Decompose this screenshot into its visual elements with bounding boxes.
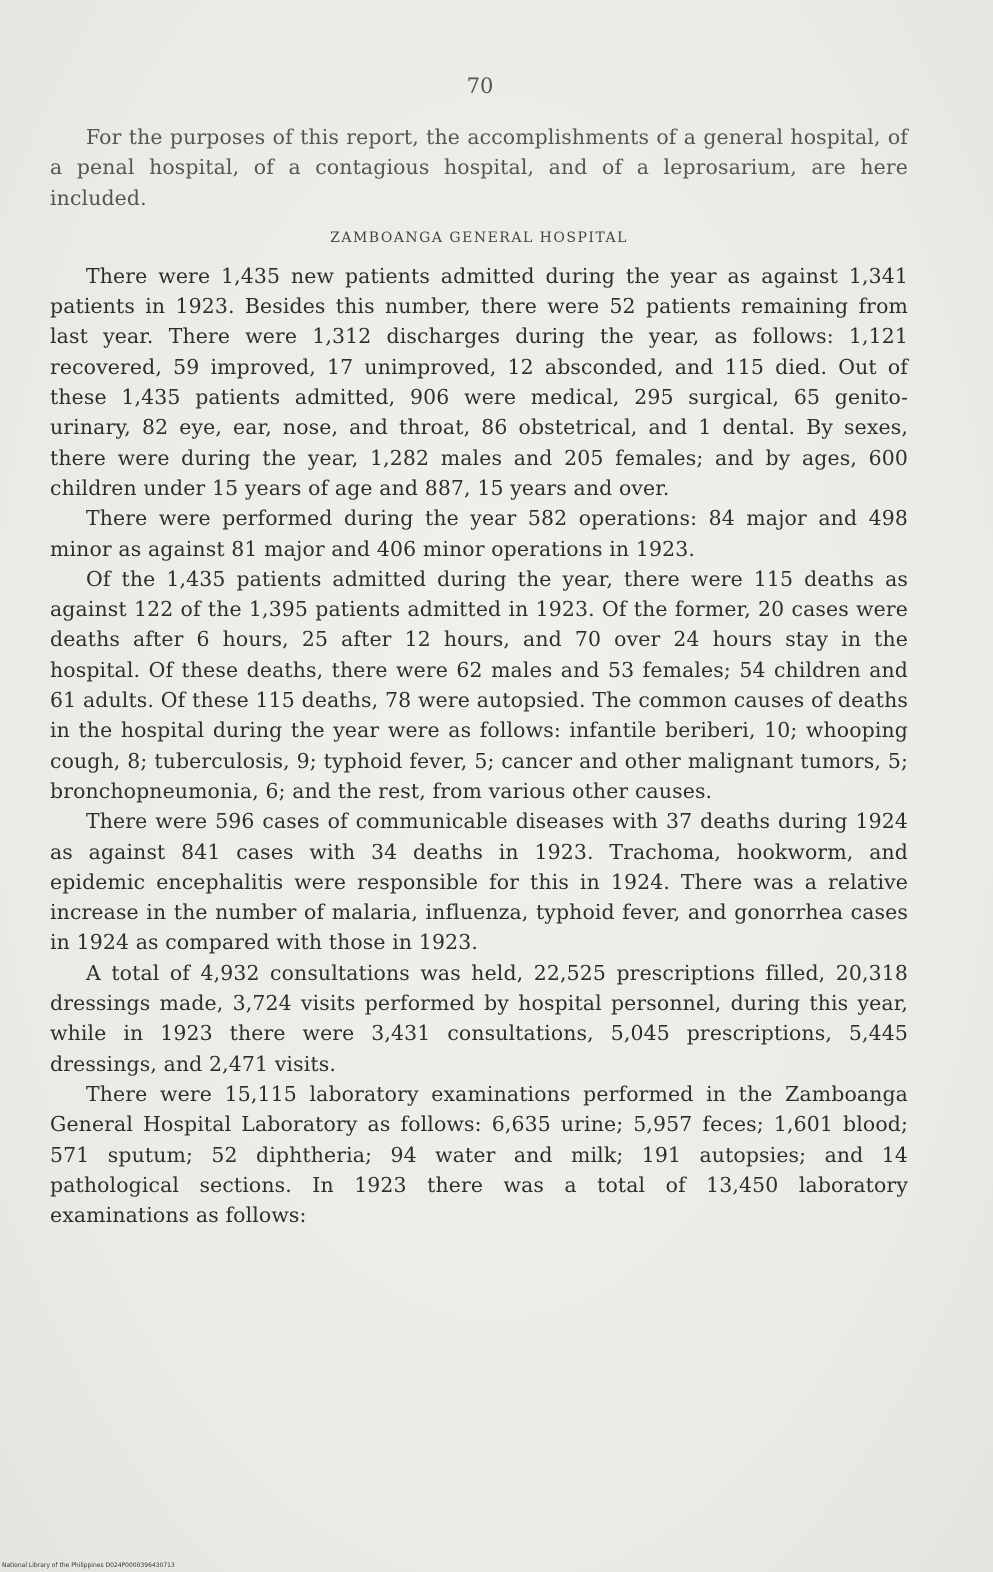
paragraph-admissions: There were 1,435 new patients admitted during the year as against 1,341 patients in 1923. Besides this number, there were 52 patients remaining from last year. There were 1,312 discharges during the year, as follows: 1,121 recovered, 59 improved, 17 unimproved, 12 absconded, and 115 died. Out of these 1,435 patients admitted, 906 were medical, 295 surgical, 65 genito-urinary, 82 eye, ear, nose, and throat, 86 obstetrical, and 1 dental. By sexes, there were during the year, 1,282 males and 205 females; and by ages, 600 children under 15 years of age and 887, 15 years and over. <box>50 263 908 500</box>
paragraph-deaths: Of the 1,435 patients admitted during the year, there were 115 deaths as against 122 of the 1,395 patients admitted in 1923. Of the former, 20 cases were deaths after 6 hours, 25 after 12 hours, and 70 over 24 hours stay in the hospital. Of these deaths, there were 62 males and 53 females; 54 children and 61 adults. Of these 115 deaths, 78 were autopsied. The common causes of deaths in the hospital during the year were as follows: infantile beriberi, 10; whooping cough, 8; tuberculosis, 9; typhoid fever, 5; cancer and other malignant tumors, 5; bronchopneumonia, 6; and the rest, from various other causes. <box>50 566 908 803</box>
section-heading: ZAMBOANGA GENERAL HOSPITAL <box>330 229 628 246</box>
paragraph-operations: There were performed during the year 582 operations: 84 major and 498 minor as against 81 major and 406 minor operations in 1923. <box>50 506 908 561</box>
scan-footer-note: National Library of the Philippines D024P0000396430713 <box>2 1562 175 1569</box>
page-body <box>50 122 908 1230</box>
paragraph-consultations: A total of 4,932 consultations was held, 22,525 prescriptions filled, 20,318 dressings made, 3,724 visits performed by hospital personnel, during this year, while in 1923 there were 3,431 consultations, 5,045 prescriptions, 5,445 dressings, and 2,471 visits. <box>50 960 908 1076</box>
paragraph-laboratory: There were 15,115 laboratory examinations performed in the Zamboanga General Hospital Laboratory as follows: 6,635 urine; 5,957 feces; 1,601 blood; 571 sputum; 52 diphtheria; 94 water and milk; 191 autopsies; and 14 pathological sections. In 1923 there was a total of 13,450 laboratory examinations as follows: <box>50 1081 908 1228</box>
page-number: 70 <box>466 74 494 98</box>
intro-paragraph: For the purposes of this report, the accomplishments of a general hospital, of a penal hospital, of a contagious hospital, and of a leprosarium, are here included. <box>50 125 908 210</box>
paragraph-communicable-diseases: There were 596 cases of communicable diseases with 37 deaths during 1924 as against 841 cases with 34 deaths in 1923. Trachoma, hookworm, and epidemic encephalitis were responsible for this in 1924. There was a relative increase in the number of malaria, influenza, typhoid fever, and gonorrhea cases in 1924 as compared with those in 1923. <box>50 809 908 955</box>
